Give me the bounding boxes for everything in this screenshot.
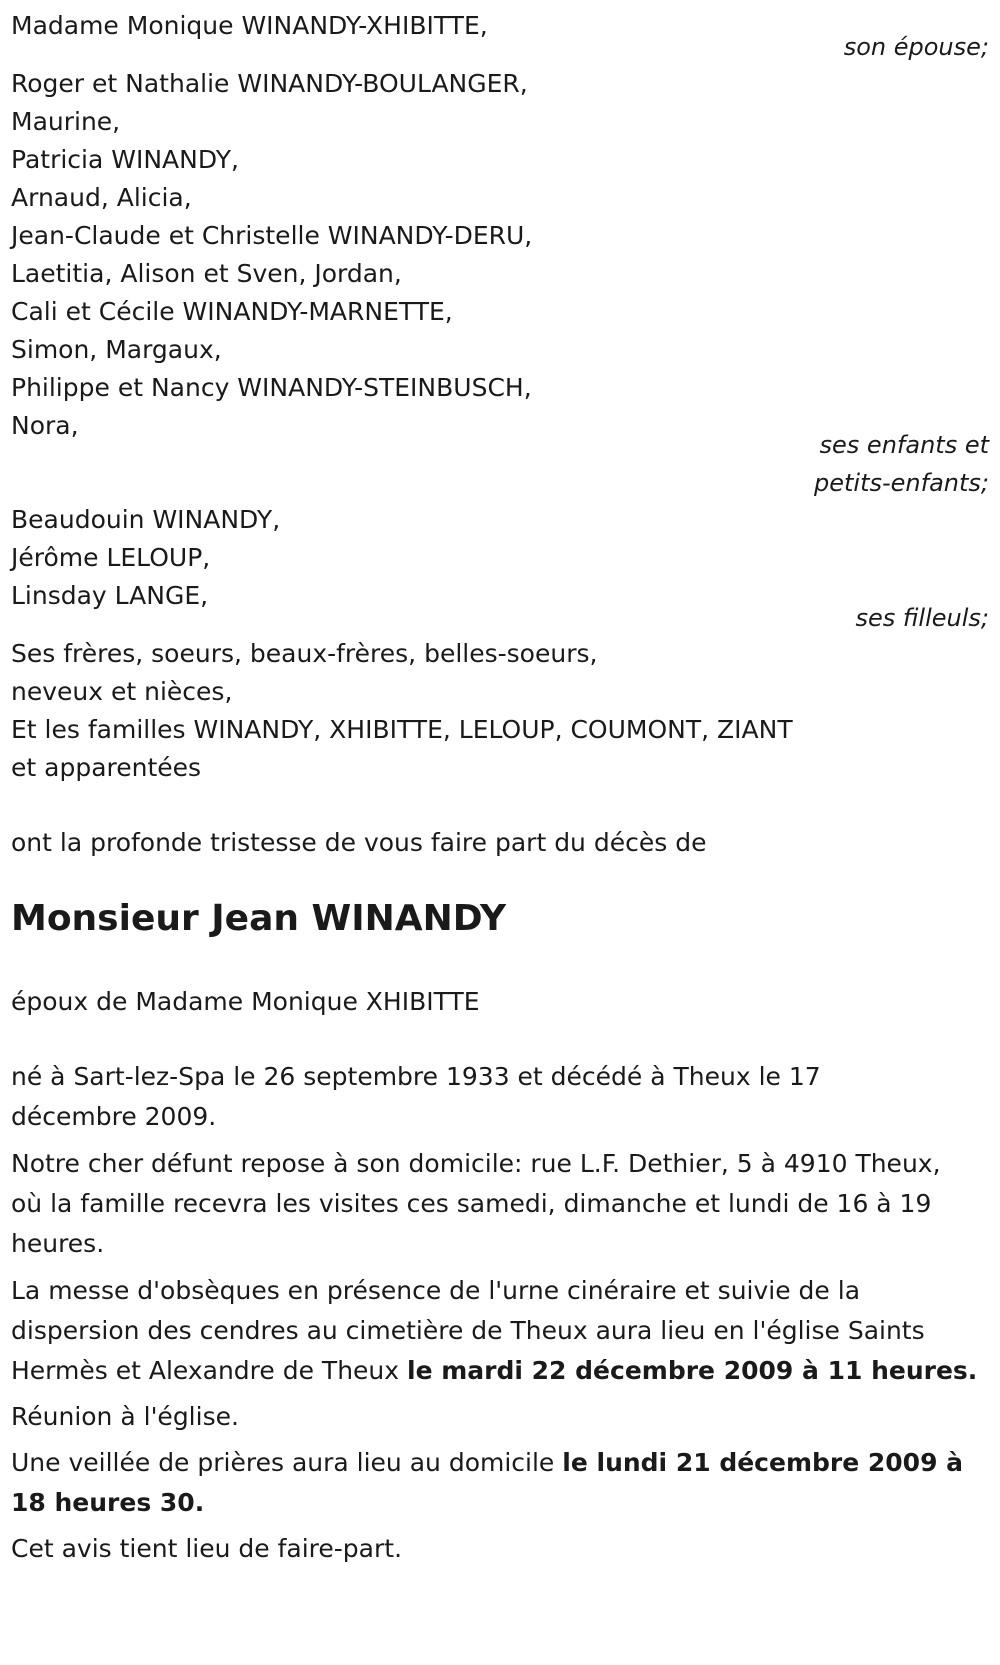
list-item: Et les familles WINANDY, XHIBITTE, LELOUP, COUMONT, ZIANT [11,715,793,744]
children-role-line2: petits-enfants; [814,469,989,497]
spouse-role: son épouse; [843,33,989,61]
list-item: neveux et nièces, [11,677,233,706]
meeting-text: Réunion à l'église. [11,1402,239,1431]
spouse-of-text: époux de Madame Monique XHIBITTE [11,987,480,1016]
list-item: Cali et Cécile WINANDY-MARNETTE, [11,297,453,326]
list-item: Ses frères, soeurs, beaux-frères, belles-soeurs, [11,639,598,668]
family-list [11,634,793,788]
vigil-date: le lundi 21 décembre 2009 à 18 heures 30. [11,1448,964,1517]
children-list [11,64,532,446]
list-item: Linsday LANGE, [11,581,209,610]
list-item: Simon, Margaux, [11,335,222,364]
list-item: Beaudouin WINANDY, [11,505,281,534]
birth-death-text: né à Sart-lez-Spa le 26 septembre 1933 et décédé à Theux le 17 décembre 2009. [11,1062,821,1131]
rest-place-text: Notre cher défunt repose à son domicile: rue L.F. Dethier, 5 à 4910 Theux, où la famille recevra les visites ces samedi, dimanche et lundi de 16 à 19 heures. [11,1149,941,1258]
list-item: Roger et Nathalie WINANDY-BOULANGER, [11,69,528,98]
list-item: Patricia WINANDY, [11,145,239,174]
list-item: Arnaud, Alicia, [11,183,192,212]
funeral-text [11,1271,986,1391]
announcement-text: ont la profonde tristesse de vous faire part du décès de [11,828,707,857]
spouse-name: Madame Monique WINANDY-XHIBITTE, [11,11,488,40]
list-item: Jérôme LELOUP, [11,543,211,572]
closing-text: Cet avis tient lieu de faire-part. [11,1534,403,1563]
funeral-description: La messe d'obsèques en présence de l'urne cinéraire et suivie de la dispersion des cendres au cimetière de Theux aura lieu en l'église Saints Hermès et Alexandre de Theux [11,1276,925,1385]
children-role-line1: ses enfants et [819,431,989,459]
list-item: Jean-Claude et Christelle WINANDY-DERU, [11,221,533,250]
list-item: Laetitia, Alison et Sven, Jordan, [11,259,402,288]
godchildren-role: ses filleuls; [855,604,989,632]
vigil-text [11,1443,986,1523]
vigil-description: Une veillée de prières aura lieu au domicile [11,1448,563,1477]
funeral-date: le mardi 22 décembre 2009 à 11 heures. [407,1356,978,1385]
deceased-name: Monsieur Jean WINANDY [11,898,507,939]
list-item: Nora, [11,411,79,440]
list-item: Maurine, [11,107,121,136]
list-item: Philippe et Nancy WINANDY-STEINBUSCH, [11,373,532,402]
details-section [11,1057,989,1569]
list-item: et apparentées [11,753,202,782]
godchildren-list [11,500,280,616]
